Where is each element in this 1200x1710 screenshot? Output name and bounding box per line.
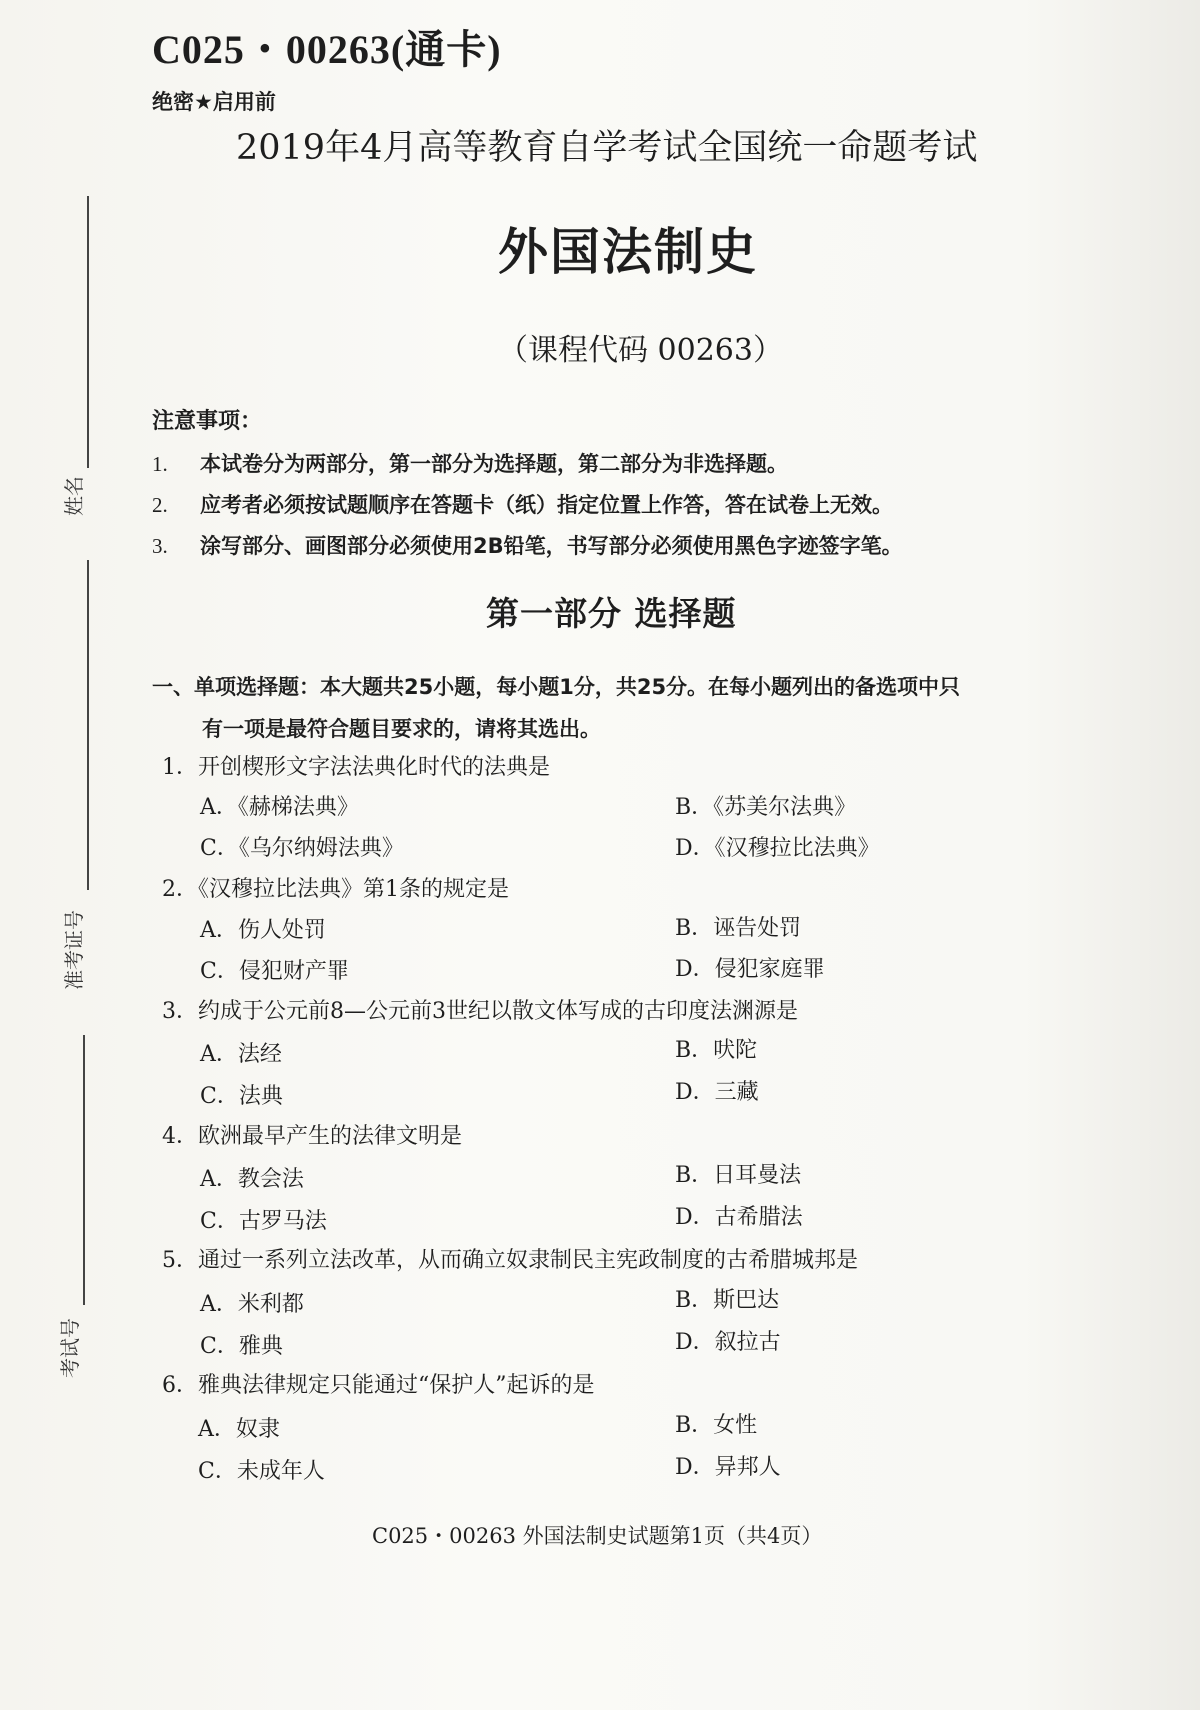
question-option: A．教会法 xyxy=(200,1167,304,1192)
section-instructions-line2: 有一项是最符合题目要求的，请将其选出。 xyxy=(202,717,601,741)
admission-number-field-label: 准考证号 xyxy=(62,910,86,990)
question-option: D．古希腊法 xyxy=(675,1205,803,1230)
page-footer: C025・00263 外国法制史试题第1页（共4页） xyxy=(372,1524,823,1548)
question-option: B．斯巴达 xyxy=(675,1288,780,1313)
question-option: C．《乌尔纳姆法典》 xyxy=(200,836,404,861)
exam-title: 2019年4月高等教育自学考试全国统一命题考试 xyxy=(236,128,978,168)
question-option: B．日耳曼法 xyxy=(675,1163,802,1188)
notice-item xyxy=(152,489,893,519)
question-option: D．侵犯家庭罪 xyxy=(675,957,825,982)
question-option: C．法典 xyxy=(200,1084,283,1109)
question-option: C．古罗马法 xyxy=(200,1209,327,1234)
notice-item xyxy=(152,530,903,560)
question-option: C．雅典 xyxy=(200,1334,283,1359)
question-option: B．女性 xyxy=(675,1413,758,1438)
question-option: D．叙拉古 xyxy=(675,1330,781,1355)
notice-item-number: 3. xyxy=(152,534,168,558)
notice-item-number: 1. xyxy=(152,452,168,476)
notice-item-number: 2. xyxy=(152,493,168,517)
question-option: C．侵犯财产罪 xyxy=(200,959,349,984)
notice-item xyxy=(152,448,788,478)
question-option: A．法经 xyxy=(200,1042,282,1067)
question-option: B．《苏美尔法典》 xyxy=(675,795,857,820)
question-option: C．未成年人 xyxy=(198,1459,325,1484)
name-field-line[interactable] xyxy=(87,196,89,468)
admission-number-field-line[interactable] xyxy=(87,560,89,890)
notice-item-text: 应考者必须按试题顺序在答题卡（纸）指定位置上作答，答在试卷上无效。 xyxy=(200,493,893,517)
classification-label: 绝密★启用前 xyxy=(152,90,276,114)
question-option: A．米利都 xyxy=(200,1292,304,1317)
section-instructions-line1: 一、单项选择题：本大题共25小题，每小题1分，共25分。在每小题列出的备选项中只 xyxy=(152,675,961,699)
part-title: 第一部分 选择题 xyxy=(486,594,737,633)
section-instructions xyxy=(152,666,1092,750)
name-field-label: 姓名 xyxy=(62,476,86,516)
exam-number-field-line[interactable] xyxy=(83,1035,85,1305)
course-code: （课程代码 00263） xyxy=(498,333,783,368)
exam-number-field-label: 考试号 xyxy=(58,1318,82,1378)
question-option: A．奴隶 xyxy=(198,1417,280,1442)
question-option: B．吠陀 xyxy=(675,1038,758,1063)
notice-item-text: 涂写部分、画图部分必须使用2B铅笔，书写部分必须使用黑色字迹签字笔。 xyxy=(200,534,903,558)
question-option: D．异邦人 xyxy=(675,1455,781,1480)
question-stem: 2．《汉穆拉比法典》第1条的规定是 xyxy=(162,877,509,902)
question-option: D．《汉穆拉比法典》 xyxy=(675,836,880,861)
question-option: A．伤人处罚 xyxy=(200,918,326,943)
question-stem: 4．欧洲最早产生的法律文明是 xyxy=(162,1124,462,1149)
question-option: B．诬告处罚 xyxy=(675,916,802,941)
notice-item-text: 本试卷分为两部分，第一部分为选择题，第二部分为非选择题。 xyxy=(200,452,788,476)
question-option: D．三藏 xyxy=(675,1080,759,1105)
notice-title: 注意事项： xyxy=(152,409,263,434)
paper-code: C025・00263(通卡) xyxy=(152,27,502,72)
question-stem: 6．雅典法律规定只能通过“保护人”起诉的是 xyxy=(162,1373,595,1398)
subject-title: 外国法制史 xyxy=(498,223,758,281)
question-stem: 5．通过一系列立法改革，从而确立奴隶制民主宪政制度的古希腊城邦是 xyxy=(162,1248,858,1273)
question-stem: 1．开创楔形文字法法典化时代的法典是 xyxy=(162,755,550,780)
question-option: A．《赫梯法典》 xyxy=(200,795,359,820)
question-stem: 3．约成于公元前8—公元前3世纪以散文体写成的古印度法渊源是 xyxy=(162,999,798,1024)
